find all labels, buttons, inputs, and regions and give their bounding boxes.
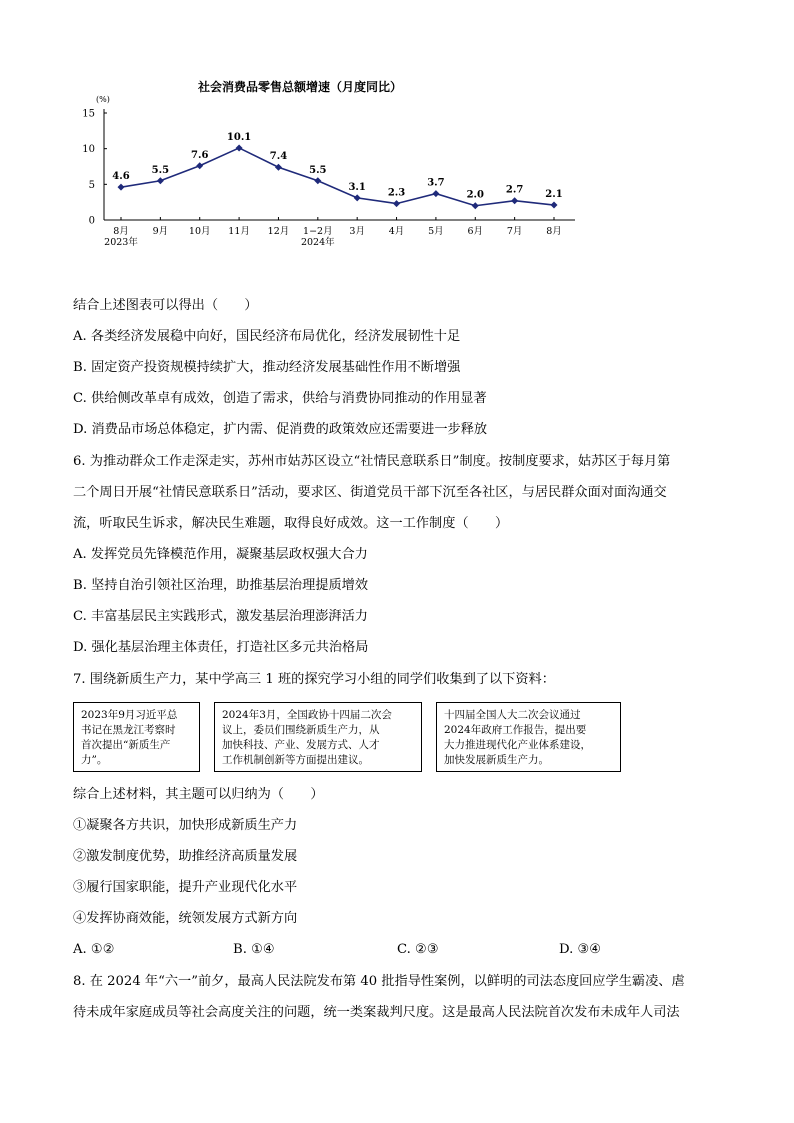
q6-option-a: A. 发挥党员先锋模范作用，凝聚基层政权强大合力 — [73, 547, 368, 562]
chart-title: 社会消费品零售总额增速（月度同比） — [197, 80, 402, 94]
material-box-3-line: 2024年政府工作报告，提出要 — [444, 724, 587, 736]
x-tick-label: 9月 — [152, 226, 169, 237]
q6-option-d: D. 强化基层治理主体责任，打造社区多元共治格局 — [73, 640, 369, 655]
q7-choice-b: B. ①④ — [233, 942, 275, 957]
data-point — [432, 190, 439, 197]
q5-option-c: C. 供给侧改革卓有成效，创造了需求，供给与消费协同推动的作用显著 — [73, 391, 487, 406]
data-point — [118, 184, 125, 191]
material-box-2 — [214, 702, 422, 772]
data-label: 2.1 — [545, 189, 563, 201]
y-tick-label: 5 — [88, 179, 95, 191]
q5-stem: 结合上述图表可以得出（ ） — [73, 298, 258, 313]
data-label: 5.5 — [309, 164, 327, 176]
x-tick-label: 11月 — [228, 226, 250, 237]
x-tick-label: 6月 — [467, 226, 484, 237]
x-tick-label: 8月 — [113, 226, 129, 237]
q5-option-d: D. 消费品市场总体稳定，扩内需、促消费的政策效应还需要进一步释放 — [73, 422, 488, 437]
data-label: 7.4 — [269, 151, 288, 163]
y-tick-label: 15 — [82, 108, 95, 120]
material-box-3-line: 十四届全国人大二次会议通过 — [444, 709, 581, 721]
q8-stem-line-2: 待未成年家庭成员等社会高度关注的问题，统一类案裁判尺度。这是最高人民法院首次发布未成年人司法 — [73, 1005, 680, 1020]
material-box-2-line: 议上，委员们围绕新质生产力，从 — [222, 724, 380, 736]
q7-item-1: ①凝聚各方共识，加快形成新质生产力 — [73, 818, 298, 833]
data-label: 2.0 — [466, 189, 484, 201]
material-box-3-line: 大力推进现代化产业体系建设， — [444, 739, 591, 751]
q5-option-a: A. 各类经济发展稳中向好，国民经济布局优化，经济发展韧性十足 — [73, 329, 461, 344]
data-point — [511, 197, 518, 204]
x-tick-label: 1−2月 — [303, 226, 333, 237]
x-tick-label: 12月 — [267, 226, 290, 237]
data-point — [472, 202, 479, 209]
material-box-3 — [436, 702, 621, 772]
q6-option-b: B. 坚持自治引领社区治理，助推基层治理提质增效 — [73, 578, 369, 593]
data-point — [551, 202, 558, 209]
data-label: 2.3 — [387, 187, 406, 199]
q7-choice-d: D. ③④ — [559, 942, 602, 957]
y-tick-label: 0 — [88, 215, 95, 227]
data-point — [354, 194, 361, 201]
data-point — [157, 177, 164, 184]
line-chart — [0, 0, 794, 260]
q7-summary: 综合上述材料，其主题可以归纳为（ ） — [73, 787, 324, 802]
data-point — [314, 177, 321, 184]
y-unit-label: (%) — [96, 95, 110, 104]
material-box-1-line: 首次提出“新质生产 — [81, 739, 171, 751]
x-tick-label: 8月 — [546, 226, 562, 237]
x-year-label: 2023年 — [104, 237, 138, 248]
q8-stem-line-1: 8. 在 2024 年“六一”前夕，最高人民法院发布第 40 批指导性案例，以鲜明的司法态度回应学生霸凌、虐 — [73, 974, 685, 989]
material-box-1-line: 书记在黑龙江考察时 — [81, 724, 176, 736]
material-box-1 — [73, 702, 200, 772]
data-point — [275, 164, 282, 171]
material-box-2-line: 工作机制创新等方面提出建议。 — [222, 754, 369, 766]
data-label: 3.1 — [348, 181, 366, 193]
x-tick-label: 3月 — [349, 226, 365, 237]
q6-stem-line-1: 6. 为推动群众工作走深走实，苏州市姑苏区设立“社情民意联系日”制度。按制度要求，姑苏区于每月第 — [73, 454, 671, 469]
q7-item-2: ②激发制度优势，助推经济高质量发展 — [73, 849, 298, 864]
q5-option-b: B. 固定资产投资规模持续扩大，推动经济发展基础性作用不断增强 — [73, 360, 461, 375]
data-label: 5.5 — [151, 164, 170, 176]
x-year-label: 2024年 — [300, 237, 335, 248]
material-box-3-line: 加快发展新质生产力。 — [444, 754, 549, 766]
material-box-2-line: 2024年3月，全国政协十四届二次会 — [222, 709, 392, 721]
q7-choice-c: C. ②③ — [397, 942, 439, 957]
data-label: 7.6 — [191, 149, 209, 161]
q7-item-4: ④发挥协商效能，统领发展方式新方向 — [73, 911, 298, 926]
q6-stem-line-3: 流，听取民生诉求，解决民生难题，取得良好成效。这一工作制度（ ） — [73, 516, 509, 531]
x-tick-label: 4月 — [388, 226, 405, 237]
x-tick-label: 5月 — [428, 226, 444, 237]
data-label: 10.1 — [226, 131, 252, 143]
data-label: 3.7 — [427, 177, 445, 189]
q7-item-3: ③履行国家职能，提升产业现代化水平 — [73, 880, 298, 895]
q6-stem-line-2: 二个周日开展“社情民意联系日”活动，要求区、街道党员干部下沉至各社区，与居民群众面对面沟通交 — [73, 485, 667, 500]
data-point — [196, 162, 203, 169]
data-point — [236, 144, 243, 151]
data-point — [393, 200, 400, 207]
data-label: 4.6 — [112, 171, 130, 183]
x-tick-label: 7月 — [506, 226, 523, 237]
material-box-2-line: 加快科技、产业、发展方式、人才 — [222, 739, 380, 751]
x-tick-label: 10月 — [188, 226, 211, 237]
data-label: 2.7 — [505, 184, 524, 196]
material-box-1-line: 力”。 — [81, 754, 108, 766]
series-line — [121, 148, 554, 206]
material-box-1-line: 2023年9月习近平总 — [81, 709, 178, 721]
q7-stem: 7. 围绕新质生产力，某中学高三 1 班的探究学习小组的同学们收集到了以下资料： — [73, 672, 555, 687]
q7-choice-a: A. ①② — [73, 942, 115, 957]
y-tick-label: 10 — [82, 144, 95, 156]
q6-option-c: C. 丰富基层民主实践形式，激发基层治理澎湃活力 — [73, 609, 368, 624]
